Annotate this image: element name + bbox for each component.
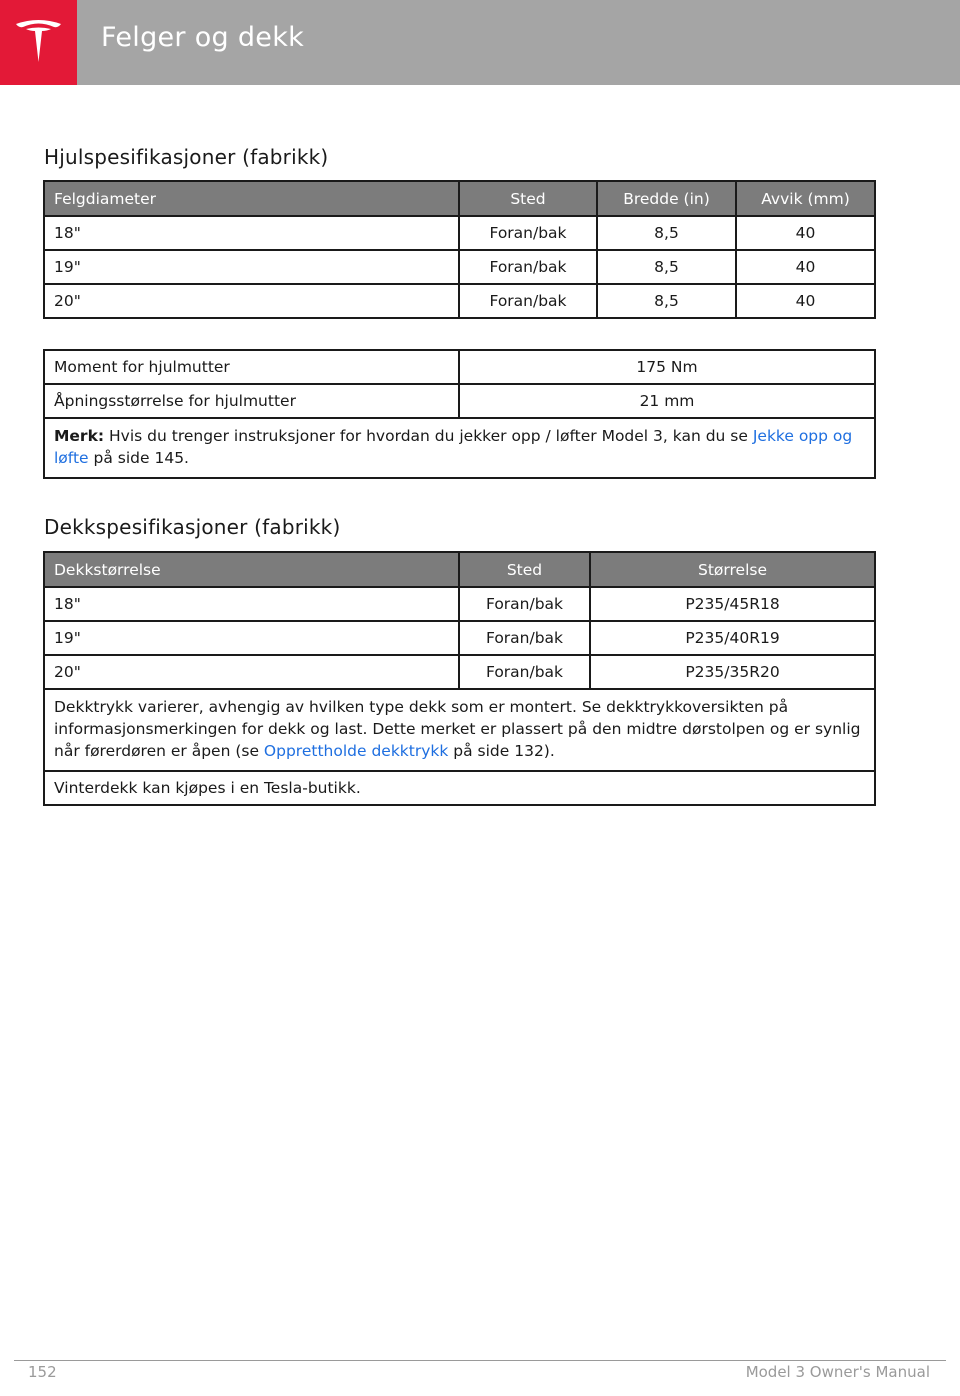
table-cell: P235/40R19 — [590, 621, 875, 655]
column-header: Avvik (mm) — [736, 181, 875, 216]
table-cell: 21 mm — [459, 384, 875, 418]
table-cell: 20" — [44, 284, 459, 318]
table-cell: Foran/bak — [459, 621, 590, 655]
table-cell: 18" — [44, 216, 459, 250]
table-row — [44, 771, 875, 805]
wheel-spec-table — [43, 180, 876, 319]
note-cell — [44, 418, 875, 478]
tesla-logo-icon — [12, 14, 65, 67]
logo-box — [0, 0, 77, 85]
table-row — [44, 250, 875, 284]
table-cell: 19" — [44, 250, 459, 284]
table-cell: P235/35R20 — [590, 655, 875, 689]
manual-title: Model 3 Owner's Manual — [745, 1363, 930, 1381]
footer-divider — [14, 1360, 946, 1361]
page-header — [0, 0, 960, 85]
link-opprettholde-dekktrykk[interactable]: Opprettholde dekktrykk — [263, 742, 449, 760]
table-cell: P235/45R18 — [590, 587, 875, 621]
table-cell: 40 — [736, 284, 875, 318]
table-cell: Åpningsstørrelse for hjulmutter — [44, 384, 459, 418]
table-cell: 20" — [44, 655, 459, 689]
table-cell: 40 — [736, 216, 875, 250]
note-text: Hvis du trenger instruksjoner for hvordan du jekker opp / løfter Model 3, kan du se — [104, 427, 753, 445]
table-cell: Foran/bak — [459, 284, 597, 318]
tire-spec-heading: Dekkspesifikasjoner (fabrikk) — [44, 515, 341, 539]
table-cell: Moment for hjulmutter — [44, 350, 459, 384]
table-cell: 8,5 — [597, 250, 736, 284]
link-jekke-opp[interactable]: Jekke opp og løfte — [54, 427, 853, 467]
note-text: Dekktrykk varierer, avhengig av hvilken type dekk som er montert. Se dekktrykkoversikten på informasjonsmerkingen for dekk og last. Dette merket er plassert på den midtre dørstolpen og er synlig når førerdøren er åpen (se — [54, 698, 861, 760]
page-title: Felger og dekk — [101, 22, 305, 53]
wheel-spec-heading: Hjulspesifikasjoner (fabrikk) — [44, 145, 329, 169]
column-header: Sted — [459, 181, 597, 216]
table-cell: Foran/bak — [459, 250, 597, 284]
table-cell: 18" — [44, 587, 459, 621]
tire-spec-table — [43, 551, 876, 806]
table-cell: 175 Nm — [459, 350, 875, 384]
table-row — [44, 621, 875, 655]
tire-pressure-note — [44, 689, 875, 771]
table-cell: Foran/bak — [459, 216, 597, 250]
table-cell: 19" — [44, 621, 459, 655]
note-text-end: på side 145. — [88, 449, 189, 467]
column-header: Bredde (in) — [597, 181, 736, 216]
table-row — [44, 284, 875, 318]
table-cell: 40 — [736, 250, 875, 284]
table-row — [44, 216, 875, 250]
wheel-nut-table — [43, 349, 876, 479]
table-row — [44, 418, 875, 478]
table-header-row — [44, 552, 875, 587]
note-label: Merk: — [54, 427, 105, 445]
page-number: 152 — [28, 1363, 57, 1381]
table-cell: 8,5 — [597, 284, 736, 318]
winter-tire-note: Vinterdekk kan kjøpes i en Tesla-butikk. — [44, 771, 875, 805]
table-cell: Foran/bak — [459, 655, 590, 689]
table-row — [44, 655, 875, 689]
note-text-end: på side 132). — [448, 742, 555, 760]
column-header: Sted — [459, 552, 590, 587]
column-header: Dekkstørrelse — [44, 552, 459, 587]
table-header-row — [44, 181, 875, 216]
table-cell: Foran/bak — [459, 587, 590, 621]
column-header: Størrelse — [590, 552, 875, 587]
table-cell: 8,5 — [597, 216, 736, 250]
table-row — [44, 689, 875, 771]
table-row — [44, 384, 875, 418]
table-row — [44, 350, 875, 384]
table-row — [44, 587, 875, 621]
column-header: Felgdiameter — [44, 181, 459, 216]
